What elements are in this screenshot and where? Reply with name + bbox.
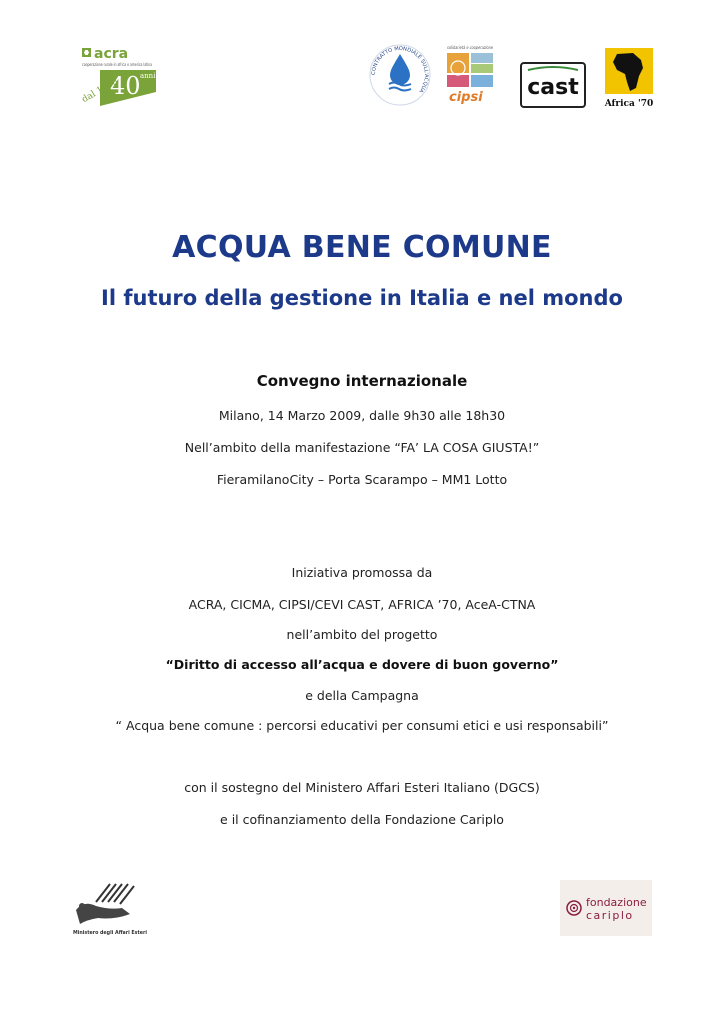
event-context: Nell’ambito della manifestazione “FA’ LA COSA GIUSTA!” xyxy=(184,440,540,455)
ministero-logo xyxy=(70,880,150,940)
cipsi-name: cipsi xyxy=(449,90,483,105)
acra-name: acra xyxy=(94,46,129,62)
cariplo-line2: cariplo xyxy=(586,909,634,922)
cipsi-logo xyxy=(443,44,497,106)
event-location: FieramilanoCity – Porta Scarampo – MM1 Lotto xyxy=(216,472,508,487)
africa70-name: Africa '70 xyxy=(604,99,654,109)
campaign-intro: e della Campagna xyxy=(305,688,419,703)
support-cariplo: e il cofinanziamento della Fondazione Cariplo xyxy=(220,812,504,827)
support-ministero: con il sostegno del Ministero Affari Esteri Italiano (DGCS) xyxy=(184,780,540,795)
page-title: ACQUA BENE COMUNE xyxy=(172,230,552,265)
cipsi-small-text: solidarietà e cooperazione xyxy=(447,45,494,50)
africa70-logo xyxy=(603,48,655,110)
cicma-logo xyxy=(368,44,432,106)
promo-organizations: ACRA, CICMA, CIPSI/CEVI CAST, AFRICA ’70, AceA-CTNA xyxy=(188,597,536,612)
cicma-ring-text: CONTRATTO MONDIALE SULL'ACQUA xyxy=(370,45,430,94)
acra-anni: anni xyxy=(140,72,156,80)
cariplo-line1: fondazione xyxy=(586,896,647,909)
promo-intro: Iniziativa promossa da xyxy=(291,565,433,580)
cast-logo xyxy=(520,62,586,108)
acra-anniversary: 40 xyxy=(110,72,141,100)
promo-project-intro: nell’ambito del progetto xyxy=(286,627,438,642)
cariplo-logo xyxy=(560,880,652,936)
ministero-caption: Ministero degli Affari Esteri xyxy=(73,930,148,936)
cast-name: cast xyxy=(527,75,579,100)
campaign-title: “ Acqua bene comune : percorsi educativi per consumi etici e usi responsabili” xyxy=(115,718,609,733)
event-date: Milano, 14 Marzo 2009, dalle 9h30 alle 18h30 xyxy=(218,408,506,423)
project-title: “Diritto di accesso all’acqua e dovere di buon governo” xyxy=(165,657,559,672)
acra-since: dal 1968 xyxy=(80,76,120,106)
acra-logo xyxy=(80,44,158,110)
acra-tagline: cooperazione rurale in africa e america latina xyxy=(82,62,153,67)
page-subtitle: Il futuro della gestione in Italia e nel mondo xyxy=(101,286,623,310)
convegno-heading: Convegno internazionale xyxy=(256,372,468,390)
